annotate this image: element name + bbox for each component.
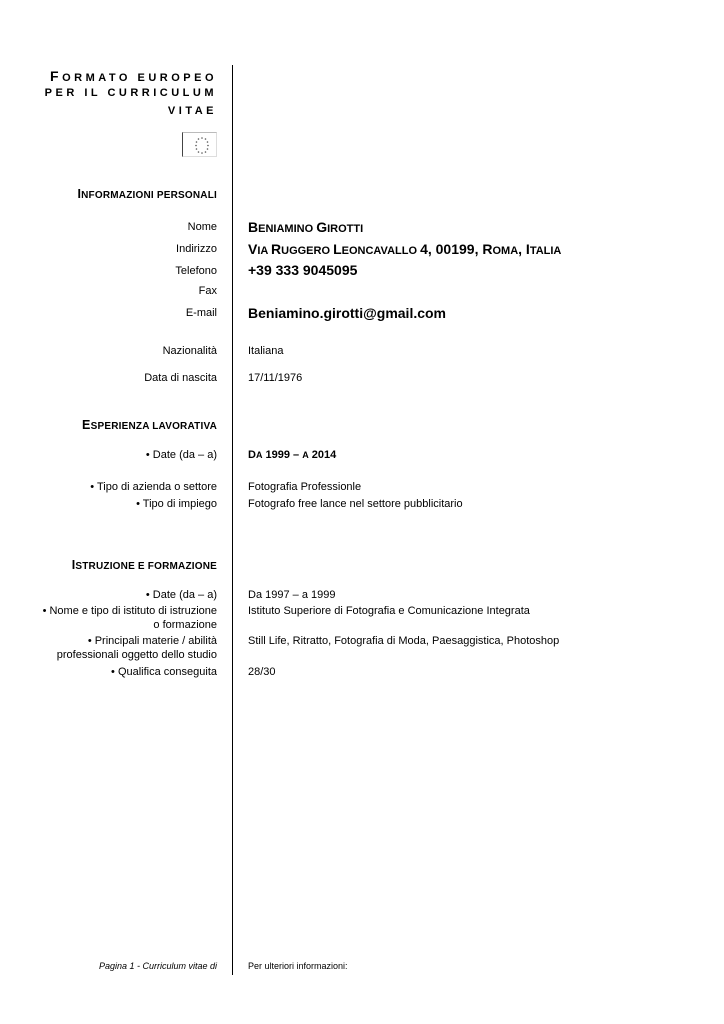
- birthdate-value: 17/11/1976: [248, 372, 303, 384]
- edu-institute-value: Istituto Superiore di Fotografia e Comunicazione Integrata: [248, 605, 530, 617]
- footer-page-info: Pagina 1 - Curriculum vitae di: [98, 961, 217, 971]
- work-job-value: Fotografo free lance nel settore pubblicitario: [248, 498, 463, 510]
- footer-more-info: Per ulteriori informazioni:: [248, 961, 348, 971]
- document-title-line1: FORMATO EUROPEO: [50, 68, 217, 84]
- vertical-divider: [232, 65, 233, 975]
- work-date-value: DA 1999 – A 2014: [248, 449, 337, 461]
- edu-date-label: • Date (da – a): [145, 589, 217, 601]
- document-title-line3: VITAE: [167, 105, 217, 117]
- birthdate-label: Data di nascita: [144, 372, 217, 384]
- phone-value: +39 333 9045095: [248, 262, 358, 278]
- edu-institute-label-line1: • Nome e tipo di istituto di istruzione: [42, 605, 217, 617]
- work-sector-label: • Tipo di azienda o settore: [90, 481, 217, 493]
- edu-subjects-value: Still Life, Ritratto, Fotografia di Moda, Paesaggistica, Photoshop: [248, 635, 560, 647]
- phone-label: Telefono: [175, 265, 217, 277]
- work-sector-value: Fotografia Professionle: [248, 481, 362, 493]
- name-label: Nome: [187, 221, 217, 233]
- section-personal-info: INFORMAZIONI PERSONALI: [77, 187, 217, 201]
- name-value: BENIAMINO GIROTTI: [248, 219, 364, 235]
- eu-flag-icon: [182, 132, 217, 157]
- edu-subjects-label-line1: • Principali materie / abilità: [87, 635, 217, 647]
- edu-qualification-label: • Qualifica conseguita: [111, 666, 217, 678]
- edu-subjects-label-line2: professionali oggetto dello studio: [56, 649, 217, 661]
- section-education: ISTRUZIONE E FORMAZIONE: [71, 558, 217, 572]
- edu-institute-label-line2: o formazione: [153, 619, 217, 631]
- work-job-label: • Tipo di impiego: [136, 498, 217, 510]
- fax-label: Fax: [198, 285, 217, 297]
- section-work-experience: ESPERIENZA LAVORATIVA: [82, 418, 217, 432]
- document-title-line2: PER IL CURRICULUM: [44, 87, 217, 99]
- email-label: E-mail: [185, 307, 217, 319]
- nationality-value: Italiana: [248, 345, 284, 357]
- address-value: VIA RUGGERO LEONCAVALLO 4, 00199, ROMA, ITALIA: [248, 241, 562, 257]
- edu-qualification-value: 28/30: [248, 666, 276, 678]
- edu-date-value: Da 1997 – a 1999: [248, 589, 336, 601]
- address-label: Indirizzo: [176, 243, 217, 255]
- work-date-label: • Date (da – a): [145, 449, 217, 461]
- email-value: Beniamino.girotti@gmail.com: [248, 305, 447, 321]
- nationality-label: Nazionalità: [162, 345, 217, 357]
